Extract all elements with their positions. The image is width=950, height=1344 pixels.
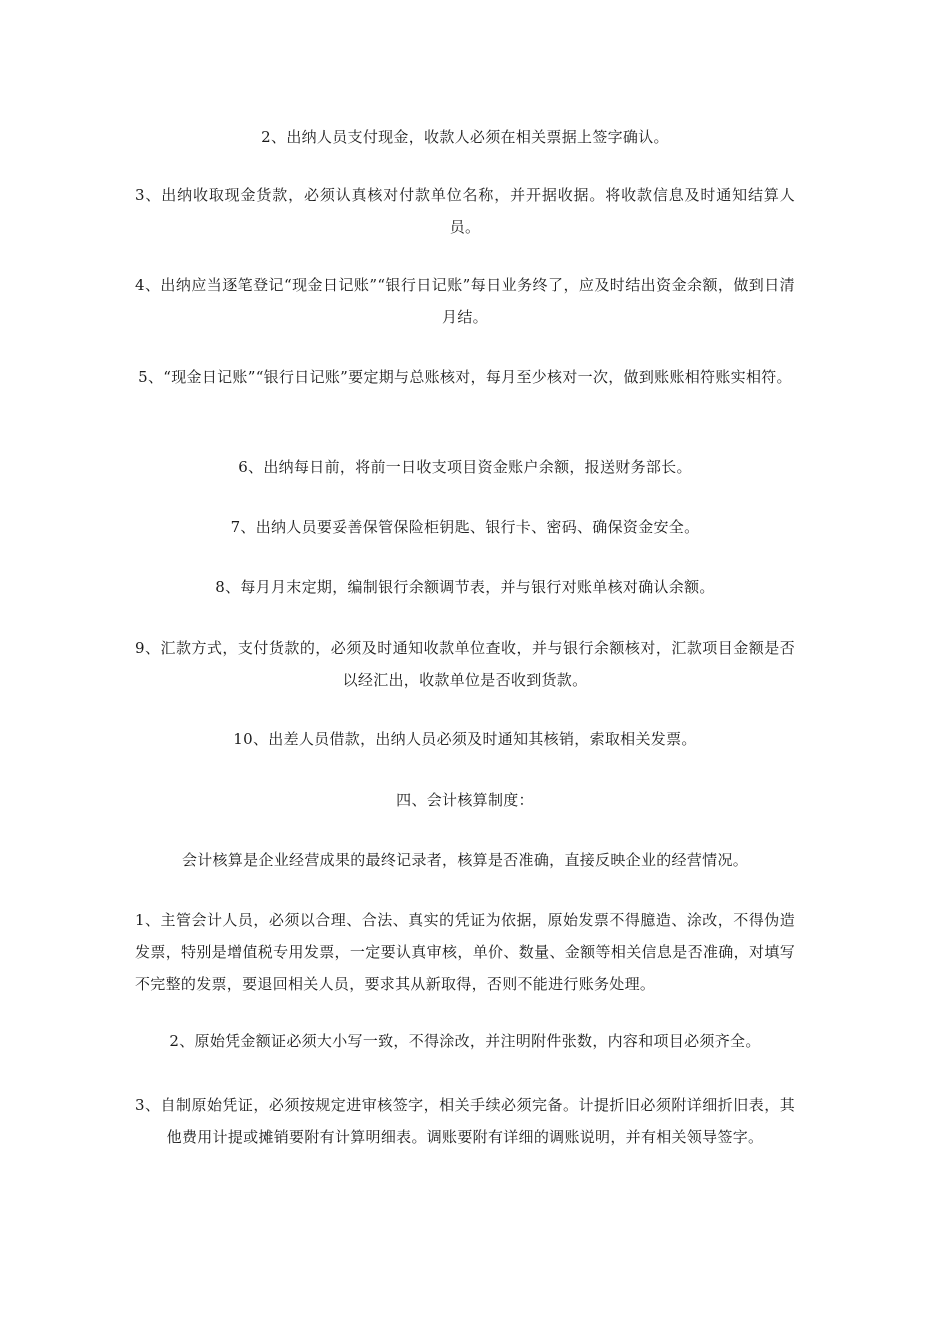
paragraph-cash-receipt: 3、出纳收取现金货款，必须认真核对付款单位名称，并开据收据。将收款信息及时通知结算人员。 (135, 186, 795, 236)
paragraph-safe-keeping: 7、出纳人员要妥善保管保险柜钥匙、银行卡、密码、确保资金安全。 (230, 518, 700, 536)
paragraph-journal-entry: 4、出纳应当逐笔登记“现金日记账”“银行日记账”每日业务终了，应及时结出资金余额，做到日清月结。 (135, 276, 795, 326)
paragraph-remittance: 9、汇款方式，支付货款的，必须及时通知收款单位查收，并与银行余额核对，汇款项目金额是否以经汇出，收款单位是否收到货款。 (135, 639, 795, 689)
paragraph-accounting-intro: 会计核算是企业经营成果的最终记录者，核算是否准确，直接反映企业的经营情况。 (181, 851, 749, 869)
paragraph-ledger-reconcile: 5、“现金日记账”“银行日记账”要定期与总账核对，每月至少核对一次，做到账账相符账实相符。 (138, 368, 792, 386)
paragraph-self-made-voucher: 3、自制原始凭证，必须按规定进审核签字，相关手续必须完备。计提折旧必须附详细折旧表，其他费用计提或摊销要附有计算明细表。调账要附有详细的调账说明，并有相关领导签字。 (135, 1096, 795, 1146)
section-heading-accounting: 四、会计核算制度： (396, 791, 534, 809)
paragraph-voucher-basis: 1、主管会计人员，必须以合理、合法、真实的凭证为依据，原始发票不得臆造、涂改，不得伪造发票，特别是增值税专用发票，一定要认真审核，单价、数量、金额等相关信息是否准确，对填写不完整的发票，要退回相关人员，要求其从新取得，否则不能进行账务处理。 (135, 911, 795, 993)
paragraph-voucher-amount: 2、原始凭金额证必须大小写一致，不得涂改，并注明附件张数，内容和项目必须齐全。 (169, 1032, 761, 1050)
paragraph-travel-loan: 10、出差人员借款，出纳人员必须及时通知其核销，索取相关发票。 (233, 730, 697, 748)
paragraph-bank-reconcile: 8、每月月末定期，编制银行余额调节表，并与银行对账单核对确认余额。 (215, 578, 715, 596)
paragraph-cash-payment: 2、出纳人员支付现金，收款人必须在相关票据上签字确认。 (261, 128, 669, 146)
paragraph-daily-report: 6、出纳每日前，将前一日收支项目资金账户余额，报送财务部长。 (238, 458, 692, 476)
